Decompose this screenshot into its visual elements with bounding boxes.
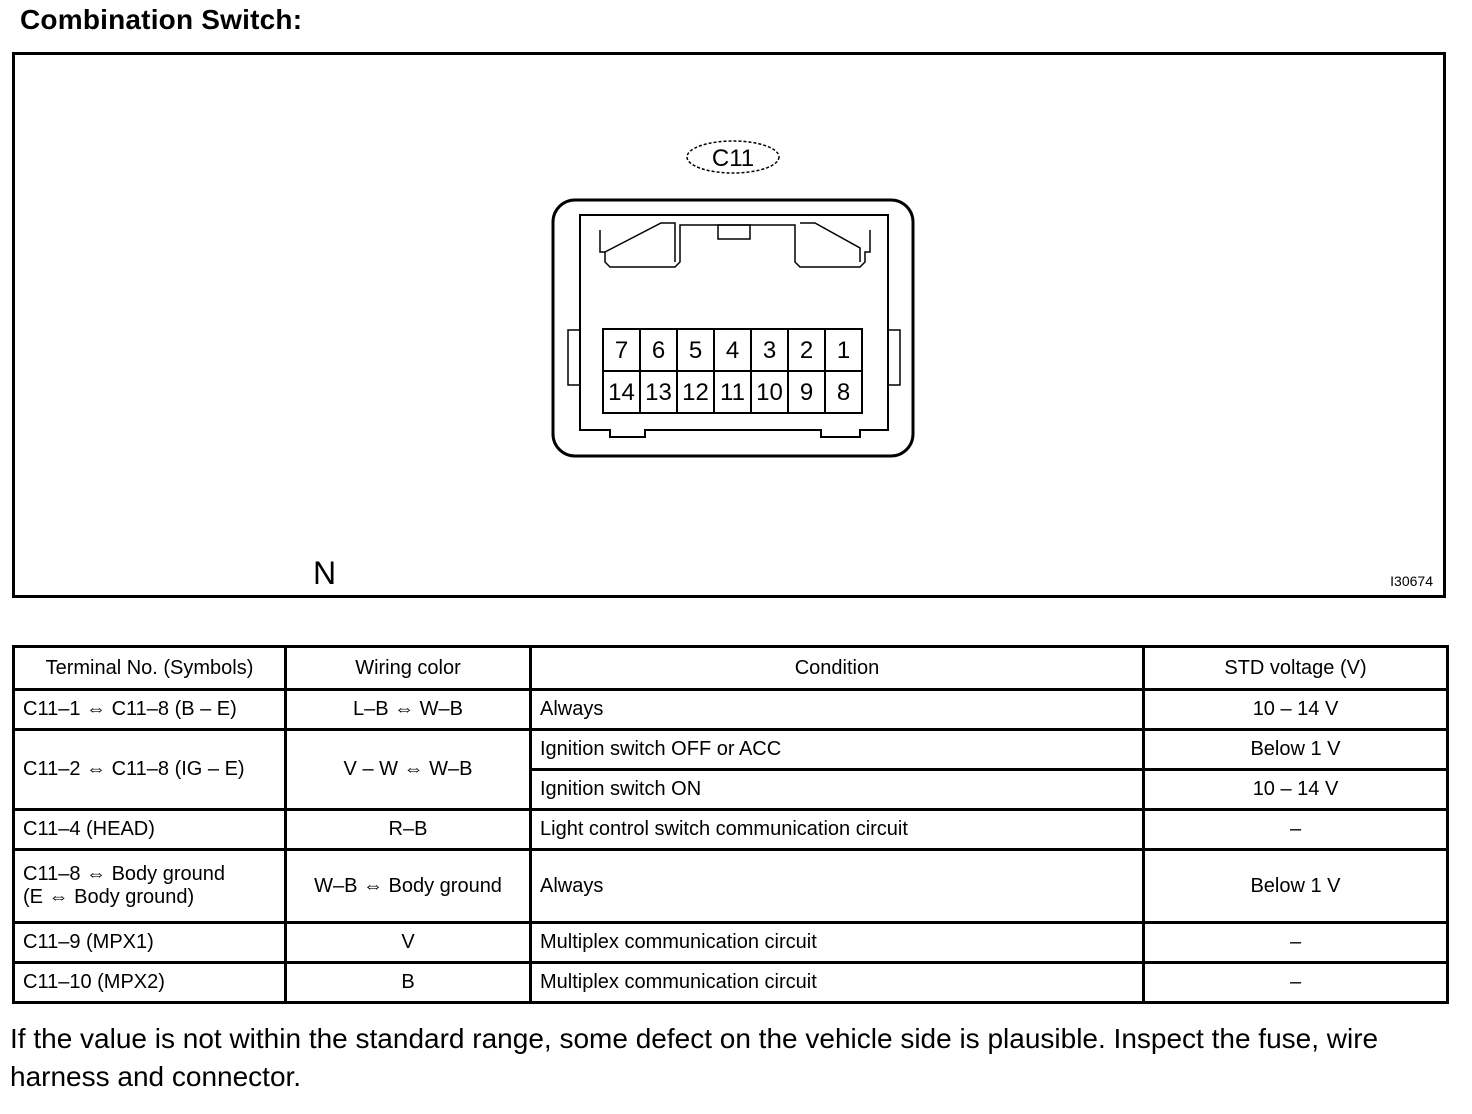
condition-cell: Multiplex communication circuit [531,963,1144,1003]
condition-cell: Multiplex communication circuit [531,923,1144,963]
note-text: If the value is not within the standard range, some defect on the vehicle side is plausible. Inspect the fuse, wire harness and connector. [10,1023,1379,1092]
table-row [14,923,1448,963]
terminal-line: C11–8 ⇔ Body ground [23,863,225,885]
condition-cell: Ignition switch ON [531,770,1144,810]
header-wiring: Wiring color [286,647,531,690]
view-label: N [313,555,337,591]
pin-number: 7 [614,337,629,364]
pin-number: 14 [608,379,635,406]
header-voltage: STD voltage (V) [1144,647,1448,690]
pin-number: 10 [756,379,783,406]
table-row [14,963,1448,1003]
header-condition: Condition [531,647,1144,690]
terminal-cell: C11–1 ⇔ C11–8 (B – E) [14,690,286,730]
pin-number: 13 [645,379,672,406]
terminal-cell [14,850,286,923]
voltage-cell: 10 – 14 V [1144,690,1448,730]
pin-number: 12 [682,379,709,406]
pin-number: 4 [725,337,740,364]
right-key [888,330,900,385]
terminal-cell: C11–9 (MPX1) [14,923,286,963]
pin-number: 2 [799,337,814,364]
pin-number: 6 [651,337,666,364]
voltage-cell: – [1144,963,1448,1003]
wiring-cell: V – W ⇔ W–B [286,730,531,810]
terminal-cell: C11–10 (MPX2) [14,963,286,1003]
connector-label: C11 [711,145,755,172]
pin-number: 11 [720,379,745,406]
terminal-cell: C11–4 (HEAD) [14,810,286,850]
wiring-cell: B [286,963,531,1003]
pin-number: 1 [836,337,851,364]
page-title: Combination Switch: [20,4,303,35]
connector-diagram [12,52,1446,598]
connector-drawing [15,55,1443,595]
voltage-cell: 10 – 14 V [1144,770,1448,810]
pin-number: 8 [836,379,851,406]
table-row [14,730,1448,770]
table-row [14,850,1448,923]
table-row [14,690,1448,730]
voltage-cell: Below 1 V [1144,730,1448,770]
wiring-cell: R–B [286,810,531,850]
pin-number: 9 [799,379,814,406]
voltage-cell: Below 1 V [1144,850,1448,923]
table-row [14,810,1448,850]
condition-cell: Ignition switch OFF or ACC [531,730,1144,770]
condition-cell: Always [531,850,1144,923]
header-terminal: Terminal No. (Symbols) [14,647,286,690]
wiring-cell: W–B ⇔ Body ground [286,850,531,923]
figure-id: I30674 [1390,573,1433,589]
wiring-cell: L–B ⇔ W–B [286,690,531,730]
left-key [568,330,580,385]
terminal-cell: C11–2 ⇔ C11–8 (IG – E) [14,730,286,810]
wiring-cell: V [286,923,531,963]
voltage-cell: – [1144,923,1448,963]
pin-grid [603,329,862,413]
condition-cell: Always [531,690,1144,730]
pin-number: 5 [688,337,703,364]
terminal-table [12,645,1449,1004]
terminal-line: (E ⇔ Body ground) [23,886,195,908]
latch-tab [718,225,750,239]
voltage-cell: – [1144,810,1448,850]
table-header-row [14,647,1448,690]
pin-number: 3 [762,337,777,364]
condition-cell: Light control switch communication circuit [531,810,1144,850]
